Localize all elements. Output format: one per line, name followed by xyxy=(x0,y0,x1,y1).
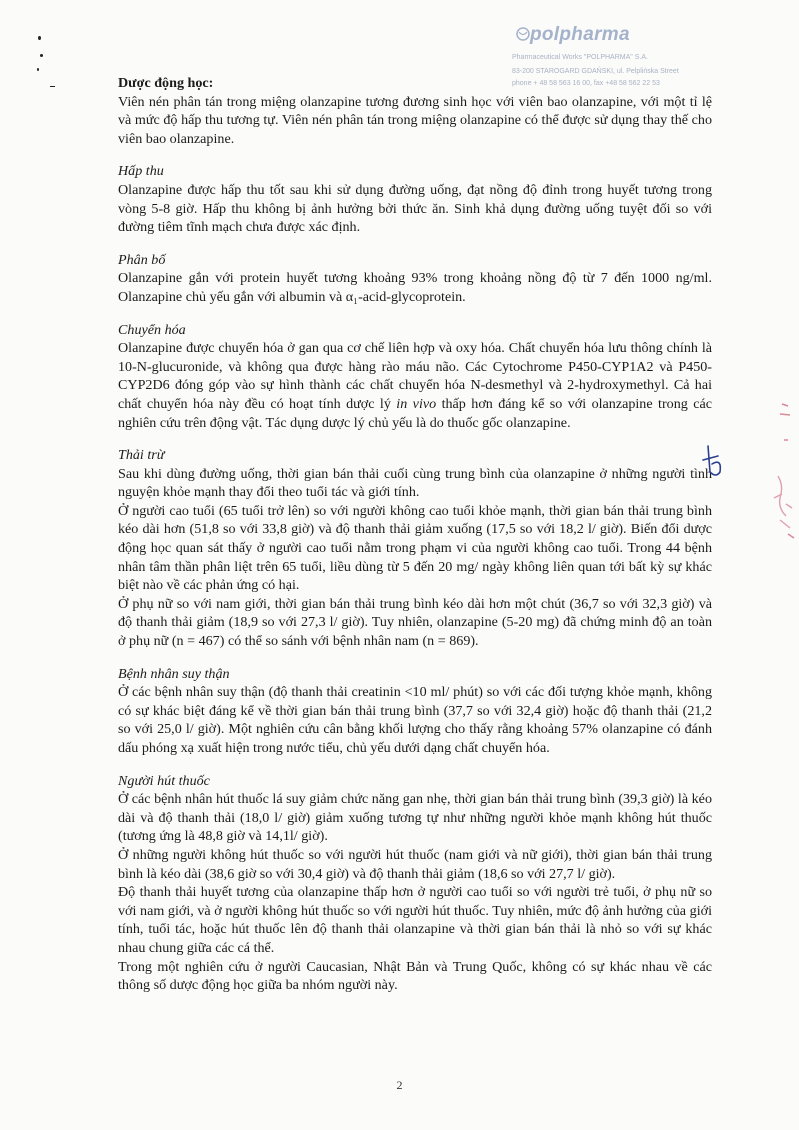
section xyxy=(118,251,712,307)
red-stamp-fragment-icon xyxy=(760,400,799,550)
section-heading: Hấp thu xyxy=(118,163,164,180)
section xyxy=(118,162,712,236)
stamp-brand: polpharma xyxy=(530,24,630,45)
paragraph: Olanzapine gắn với protein huyết tương khoảng 93% trong khoảng nồng độ từ 7 đến 1000 ng/ml. Olanzapine chủ yếu gắn với albumin và α₁-acid-glycoprotein. xyxy=(118,270,712,305)
section xyxy=(118,772,712,995)
section-heading: Chuyển hóa xyxy=(118,321,186,338)
section-heading: Thải trừ xyxy=(118,447,165,464)
section xyxy=(118,446,712,651)
section xyxy=(118,74,712,148)
paragraph: Độ thanh thải huyết tương của olanzapine thấp hơn ở người cao tuổi so với người trẻ tuổi, ở phụ nữ so với nam giới, và ở người không hút thuốc so với người hút thuốc. Tuy nhiên, mức độ ảnh hưởng của giới tính, tuổi tác, hoặc hút thuốc lên độ thanh thải olanzapine và thời gian bán thải là nhỏ so với sự khác nhau chung giữa các cá thể. xyxy=(118,884,712,956)
stamp-line: 83-200 STAROGARD GDAŃSKI, ul. Pelplińska Street xyxy=(512,68,679,75)
stamp-line: phone + 48 58 563 16 00, fax +48 58 562 22 53 xyxy=(512,80,660,87)
scan-speck xyxy=(50,86,55,87)
section-heading: Phân bố xyxy=(118,251,166,268)
stamp-line: Pharmaceutical Works "POLPHARMA" S.A. xyxy=(512,54,648,61)
polpharma-logo-icon xyxy=(516,24,530,44)
page-number: 2 xyxy=(396,1078,403,1092)
scan-speck xyxy=(37,68,39,71)
section-heading: Bệnh nhân suy thận xyxy=(118,665,230,682)
section xyxy=(118,665,712,758)
paragraph: Olanzapine được chuyển hóa ở gan qua cơ chế liên hợp và oxy hóa. Chất chuyển hóa lưu thông chính là 10-N-glucuronide, và không qua được hàng rào máu não. Các Cytochrome P450-CYP1A2 và P450-CYP2D6 đóng góp vào sự hình thành các chất chuyển hóa N-desmethyl và 2-hydroxymethyl. Cả hai chất chuyển hóa này đều có hoạt tính dược lý in vivo thấp hơn đáng kể so với olanzapine trong các nghiên cứu trên động vật. Tác dụng dược lý chủ yếu là do thuốc gốc olanzapine. xyxy=(118,340,712,431)
document-body xyxy=(118,74,712,1009)
section xyxy=(118,321,712,433)
paragraph: Ở các bệnh nhân suy thận (độ thanh thải creatinin <10 ml/ phút) so với các đối tượng khỏe mạnh, không có sự khác biệt đáng kể về thời gian bán thải trung bình (37,7 so với 32,4 giờ) hoặc độ thanh thải (21,2 so với 25,0 l/ giờ). Một nghiên cứu cân bằng khối lượng cho thấy rằng khoảng 57% olanzapine có đánh dấu phóng xạ xuất hiện trong nước tiểu, chủ yếu dưới dạng chất chuyển hóa. xyxy=(118,684,712,756)
paragraph: Ở những người không hút thuốc so với người hút thuốc (nam giới và nữ giới), thời gian bán thải trung bình là kéo dài (38,6 giờ so với 30,4 giờ) và độ thanh thải giảm (18,6 so với 27,7 l/ giờ). xyxy=(118,846,712,882)
paragraph: Ở phụ nữ so với nam giới, thời gian bán thải trung bình kéo dài hơn một chút (36,7 so với 32,3 giờ) và độ thanh thải giảm (18,9 so với 27,3 l/ giờ). Tuy nhiên, olanzapine (5-20 mg) đã chứng minh độ an toàn ở phụ nữ (n = 467) có thể so sánh với bệnh nhân nam (n = 869). xyxy=(118,595,712,650)
scan-speck xyxy=(38,36,41,40)
paragraph: Ở người cao tuổi (65 tuổi trở lên) so với người không cao tuổi khỏe mạnh, thời gian bán thải trung bình kéo dài hơn (51,8 so với 33,8 giờ) và độ thanh thải giảm xuống (17,5 so với 18,2 l/ giờ). Biến đổi dược động học quan sát thấy ở người cao tuổi nằm trong phạm vi của người không cao tuổi. Trong 44 bệnh nhân tâm thần phân liệt trên 65 tuổi, liều dùng từ 5 đến 20 mg/ ngày không liên quan tới bất kỳ sự khác biệt nào về các phản ứng có hại. xyxy=(118,502,712,594)
handwritten-initial-icon xyxy=(698,442,728,480)
paragraph: Trong một nghiên cứu ở người Caucasian, Nhật Bản và Trung Quốc, không có sự khác nhau về các thông số dược động học giữa ba nhóm người này. xyxy=(118,958,712,994)
section-heading: Dược động học: xyxy=(118,75,214,91)
paragraph: Ở các bệnh nhân hút thuốc lá suy giảm chức năng gan nhẹ, thời gian bán thải trung bình (39,3 giờ) là kéo dài và độ thanh thải (18,0 l/ giờ) giảm xuống tương tự như những người khỏe mạnh không hút thuốc (tương ứng là 48,8 giờ và 14,1l/ giờ). xyxy=(118,791,712,845)
scan-speck xyxy=(40,54,43,57)
paragraph: Sau khi dùng đường uống, thời gian bán thải cuối cùng trung bình của olanzapine ở những người tình nguyện khỏe mạnh thay đổi theo tuổi tác và giới tính. xyxy=(118,465,712,501)
paragraph: Viên nén phân tán trong miệng olanzapine tương đương sinh học với viên bao olanzapine, với một tỉ lệ và mức độ hấp thu tương tự. Viên nén phân tán trong miệng olanzapine có thể được sử dụng thay thế cho viên bao olanzapine. xyxy=(118,93,712,147)
section-heading: Người hút thuốc xyxy=(118,772,210,789)
paragraph: Olanzapine được hấp thu tốt sau khi sử dụng đường uống, đạt nồng độ đỉnh trong huyết tương trong vòng 5-8 giờ. Hấp thu không bị ảnh hưởng bởi thức ăn. Sinh khả dụng đường uống tuyệt đối so với đường tiêm tĩnh mạch chưa được xác định. xyxy=(118,181,712,236)
